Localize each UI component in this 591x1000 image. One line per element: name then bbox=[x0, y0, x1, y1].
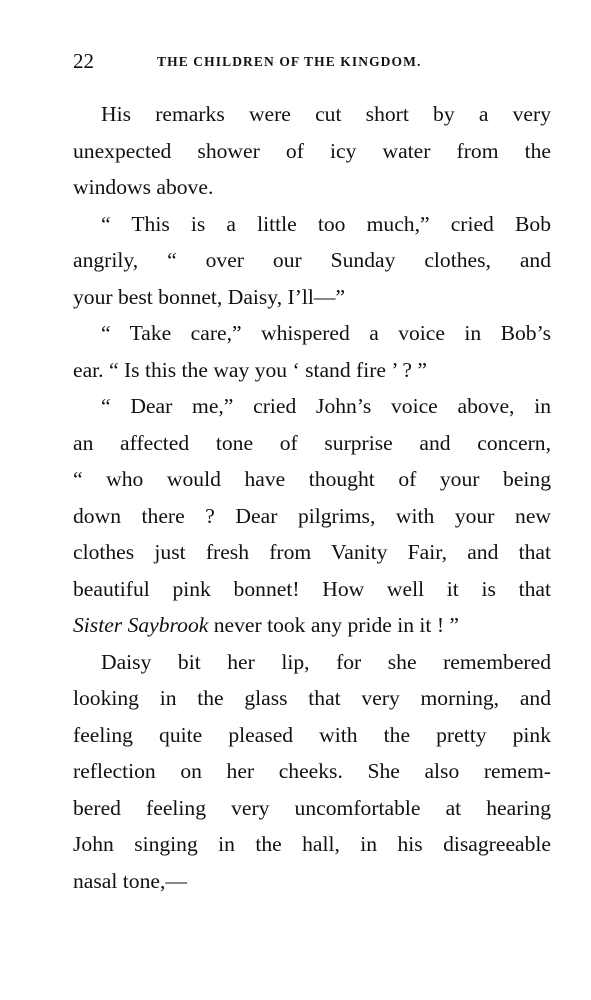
text-line: bered feeling very uncomfortable at hearing bbox=[73, 795, 551, 820]
text-line: His remarks were cut short by a very bbox=[101, 102, 551, 126]
text-line: ear. “ Is this the way you ‘ stand fire ’ ? ” bbox=[73, 357, 427, 382]
paragraph-5 bbox=[73, 644, 551, 900]
text-line-mixed bbox=[73, 607, 551, 644]
text-line: Daisy bit her lip, for she remembered bbox=[101, 649, 551, 674]
page-number: 22 bbox=[73, 49, 94, 73]
text-line: an affected tone of surprise and concern, bbox=[73, 430, 551, 455]
text-line: clothes just fresh from Vanity Fair, and that bbox=[73, 540, 551, 564]
running-head bbox=[73, 47, 555, 75]
text-line: beautiful pink bonnet! How well it is that bbox=[73, 576, 551, 601]
text-line: nasal tone,— bbox=[73, 868, 187, 893]
text-line-rest: never took any pride in it ! ” bbox=[208, 613, 459, 637]
text-line: angrily, “ over our Sunday clothes, and bbox=[73, 248, 551, 272]
italic-name: Sister Saybrook bbox=[73, 613, 209, 637]
text-line: John singing in the hall, in his disagreeable bbox=[73, 832, 551, 856]
text-line: “ who would have thought of your being bbox=[73, 467, 551, 491]
paragraph-1 bbox=[73, 96, 551, 206]
text-line: down there ? Dear pilgrims, with your new bbox=[73, 503, 551, 528]
text-line: your best bonnet, Daisy, I’ll—” bbox=[73, 284, 346, 309]
text-line: “ Dear me,” cried John’s voice above, in bbox=[101, 394, 551, 418]
text-line: looking in the glass that very morning, and bbox=[73, 686, 551, 710]
text-line: unexpected shower of icy water from the bbox=[73, 138, 551, 163]
paragraph-3 bbox=[73, 315, 551, 388]
paragraph-4 bbox=[73, 388, 551, 644]
text-line: feeling quite pleased with the pretty pink bbox=[73, 722, 551, 747]
running-title: THE CHILDREN OF THE KINGDOM. bbox=[157, 54, 422, 69]
text-line: “ Take care,” whispered a voice in Bob’s bbox=[101, 321, 551, 345]
text-line: reflection on her cheeks. She also remem- bbox=[73, 759, 551, 783]
paragraph-2 bbox=[73, 206, 551, 316]
text-line: windows above. bbox=[73, 175, 214, 199]
text-line: “ This is a little too much,” cried Bob bbox=[101, 211, 551, 236]
body-text bbox=[73, 96, 551, 899]
